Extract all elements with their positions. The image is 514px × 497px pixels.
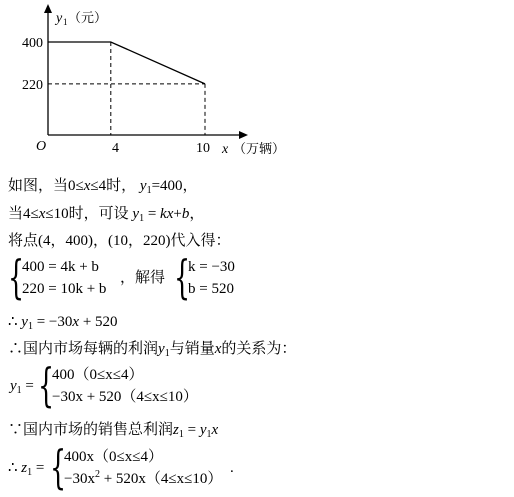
piecewise-y1-row-2: −30x + 520（4≤x≤10） — [52, 389, 198, 405]
solution-line-2: 当4≤x≤10时，可设 $y_1 = kx+b$， — [8, 206, 205, 224]
solution-line-6: ∴国内市场每辆的利润$y_1$与销量x的关系为： — [8, 341, 297, 359]
solution-line-3: 将点(4，400)，(10，220)代入得： — [8, 233, 231, 249]
result-row-2: b = 520 — [188, 281, 234, 297]
equation-system — [8, 250, 308, 304]
solve-text: ，解得 — [120, 270, 166, 286]
result-row-1: k = −30 — [188, 259, 235, 275]
system-row-1: 400 = 4k + b — [22, 259, 99, 275]
x-tick-10: 10 — [196, 141, 210, 156]
piecewise-y1-row-1: 400（0≤x≤4） — [52, 367, 144, 383]
piecewise-z1-row-1: 400x（0≤x≤4） — [64, 449, 163, 465]
solution-line-5: ∴ $y_1 = -30x + 520$ — [8, 314, 118, 332]
solution-line-8: ∵国内市场的销售总利润$z_1 = y_1x$ — [8, 422, 219, 440]
piecewise-y1-lhs: $y_1$ = — [10, 378, 34, 396]
function-graph — [0, 0, 514, 160]
left-brace: { — [8, 250, 25, 304]
y-axis-label: y — [56, 11, 63, 26]
origin-label: O — [36, 139, 47, 154]
final-period: . — [230, 460, 234, 476]
system-row-2: 220 = 10k + b — [22, 281, 107, 297]
piecewise-z1-lhs: ∴ $z_1$ = — [8, 460, 45, 478]
piecewise-z1-row-2: $-30x^2 + 520x(4\le x\le 10)$ — [64, 469, 223, 487]
y-axis-unit: （元） — [68, 10, 108, 25]
x-tick-4: 4 — [112, 141, 119, 156]
y-axis-label-sub: 1 — [63, 17, 68, 27]
left-brace-3: { — [38, 358, 55, 412]
piecewise-z1 — [8, 440, 308, 494]
y-tick-220: 220 — [22, 78, 43, 93]
y-tick-400: 400 — [22, 36, 43, 51]
y-axis-arrow — [44, 4, 52, 13]
piecewise-y1 — [8, 358, 308, 412]
solution-line-1: 如图，当0≤x≤4时， $y_1=400$， — [8, 178, 198, 196]
x-axis-arrow — [239, 131, 248, 139]
x-axis-unit: （万辆） — [233, 141, 286, 156]
x-axis-label: x — [222, 142, 229, 157]
profit-line — [48, 42, 205, 84]
left-brace-4: { — [50, 440, 67, 494]
left-brace-2: { — [174, 250, 191, 304]
